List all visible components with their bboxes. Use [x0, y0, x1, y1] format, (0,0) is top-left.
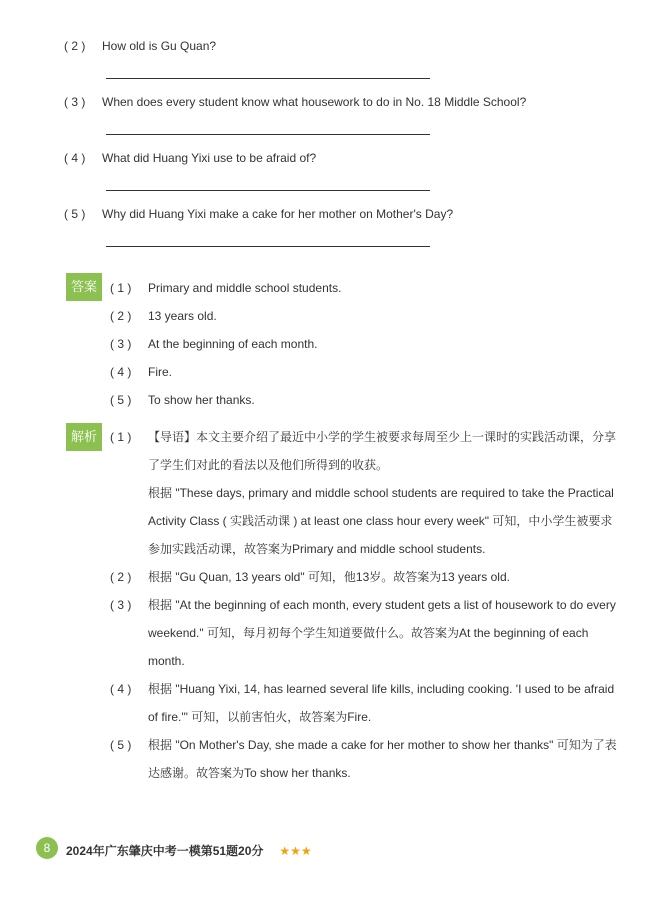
- answer-label: 答案: [66, 273, 102, 301]
- answer-text: Fire.: [148, 365, 172, 379]
- question-text: How old is Gu Quan?: [102, 39, 217, 53]
- answer-text: At the beginning of each month.: [148, 337, 318, 351]
- question-number: ( 2 ): [64, 39, 86, 53]
- question-number: ( 4 ): [64, 151, 86, 165]
- analysis-label: 解析: [66, 423, 102, 451]
- answer-3: [110, 335, 317, 353]
- analysis-item-1: [110, 423, 620, 563]
- answer-2: [110, 307, 217, 325]
- difficulty-stars: ★★★: [279, 844, 312, 858]
- answer-line: [106, 78, 430, 79]
- answer-text: 13 years old.: [148, 309, 217, 323]
- footer-title: [66, 842, 312, 859]
- analysis-text: 根据 "Huang Yixi, 14, has learned several life kills, including cooking. 'I used to be afraid of fire.'" 可知，以前害怕火，故答案为Fire.: [148, 682, 615, 724]
- answer-text: To show her thanks.: [148, 393, 255, 407]
- page-number-badge: 8: [36, 837, 58, 859]
- question-number: ( 3 ): [64, 95, 86, 109]
- question-5: [64, 205, 453, 223]
- answer-line: [106, 246, 430, 247]
- answer-number: ( 5 ): [110, 393, 132, 407]
- analysis-item-5: [110, 731, 620, 787]
- analysis-text: 根据 "At the beginning of each month, every student gets a list of housework to do every weekend." 可知，每月初每个学生知道要做什么。故答案为At the beginning of each month.: [148, 598, 616, 668]
- question-3: [64, 93, 526, 111]
- answer-1: [110, 279, 341, 297]
- answer-line: [106, 190, 430, 191]
- question-text: When does every student know what housework to do in No. 18 Middle School?: [102, 95, 527, 109]
- answer-number: ( 2 ): [110, 309, 132, 323]
- answer-number: ( 4 ): [110, 365, 132, 379]
- answer-5: [110, 391, 255, 409]
- analysis-number: ( 3 ): [110, 598, 132, 612]
- analysis-number: ( 2 ): [110, 570, 132, 584]
- analysis-item-3: [110, 591, 620, 675]
- analysis-list: [110, 423, 620, 787]
- answer-number: ( 1 ): [110, 281, 132, 295]
- answer-number: ( 3 ): [110, 337, 132, 351]
- analysis-item-4: [110, 675, 620, 731]
- analysis-number: ( 4 ): [110, 682, 132, 696]
- question-text: Why did Huang Yixi make a cake for her mother on Mother's Day?: [102, 207, 454, 221]
- question-4: [64, 149, 316, 167]
- analysis-text: 根据 "Gu Quan, 13 years old" 可知，他13岁。故答案为13 years old.: [148, 570, 510, 584]
- analysis-number: ( 5 ): [110, 738, 132, 752]
- answer-text: Primary and middle school students.: [148, 281, 342, 295]
- question-2: [64, 37, 216, 55]
- question-number: ( 5 ): [64, 207, 86, 221]
- analysis-number: ( 1 ): [110, 430, 132, 444]
- analysis-item-2: [110, 563, 620, 591]
- analysis-text: 根据 "On Mother's Day, she made a cake for her mother to show her thanks" 可知为了表达感谢。故答案为To show her thanks.: [148, 738, 617, 780]
- answer-4: [110, 363, 172, 381]
- question-source: 2024年广东肇庆中考一模第51题20分: [66, 844, 264, 858]
- question-text: What did Huang Yixi use to be afraid of?: [102, 151, 317, 165]
- analysis-text: 【导语】本文主要介绍了最近中小学的学生被要求每周至少上一课时的实践活动课，分享了学生们对此的看法以及他们所得到的收获。 根据 "These days, primary and middle school students are required to take the Practical Activity Class ( 实践活动课 ) at least one class hour every week" 可知，中小学生被要求参加实践活动课，故答案为Primary and middle school students.: [148, 430, 617, 556]
- answer-line: [106, 134, 430, 135]
